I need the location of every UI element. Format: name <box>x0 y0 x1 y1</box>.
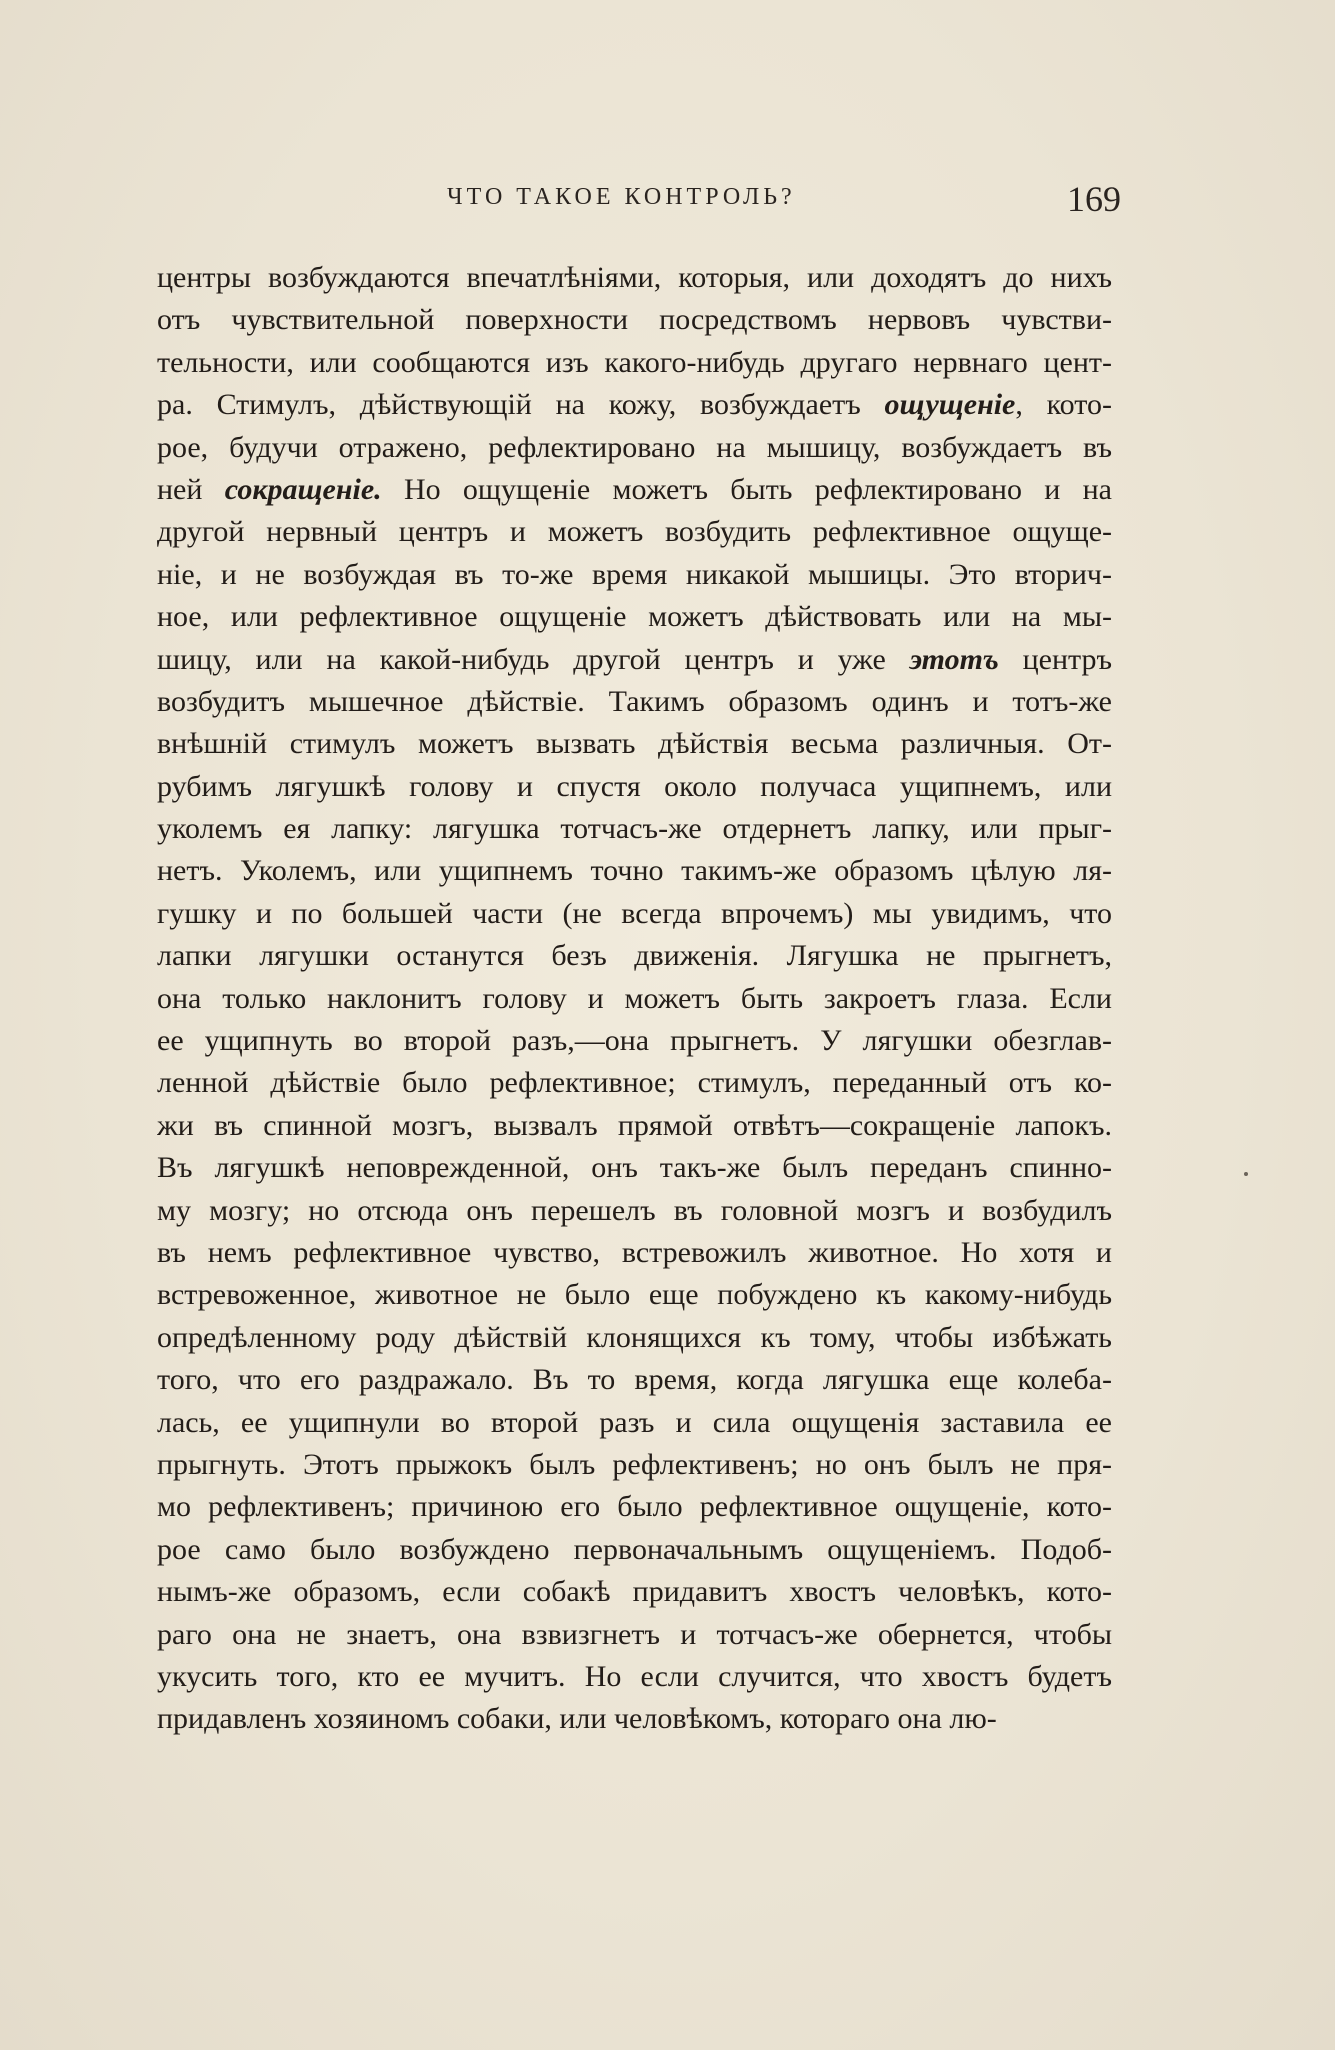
emphasized-text: ощущеніе <box>884 388 1016 422</box>
text-line <box>157 427 1112 469</box>
text-line <box>157 511 1112 553</box>
text-segment: нетъ. Уколемъ, или ущипнемъ точно такимъ-же образомъ цѣлую ля- <box>157 854 1112 888</box>
text-line <box>157 935 1112 977</box>
text-line <box>157 893 1112 935</box>
page-number: 169 <box>1067 179 1121 219</box>
text-segment: рое, будучи отражено, рефлектировано на мышицу, возбуждаетъ въ <box>157 430 1112 464</box>
text-line <box>157 1232 1112 1274</box>
text-segment: нымъ-же образомъ, если собакѣ придавитъ хвостъ человѣкъ, кото- <box>157 1575 1112 1609</box>
text-line <box>157 850 1112 892</box>
text-line <box>157 1359 1112 1401</box>
text-segment: опредѣленному роду дѣйствій клонящихся къ тому, чтобы избѣжать <box>157 1320 1112 1354</box>
text-segment: возбудитъ мышечное дѣйствіе. Такимъ образомъ одинъ и тотъ-же <box>157 684 1112 718</box>
text-segment: тельности, или сообщаются изъ какого-нибудь другаго нервнаго цент- <box>157 345 1112 379</box>
text-line <box>157 681 1112 723</box>
text-line <box>157 1274 1112 1316</box>
text-segment: гушку и по большей части (не всегда впрочемъ) мы увидимъ, что <box>157 896 1112 930</box>
text-line <box>157 1317 1112 1359</box>
text-segment: ленной дѣйствіе было рефлективное; стимулъ, переданный отъ ко- <box>157 1066 1112 1100</box>
text-segment: она только наклонитъ голову и можетъ быть закроетъ глаза. Если <box>157 981 1112 1015</box>
text-line <box>157 299 1112 341</box>
text-line <box>157 766 1112 808</box>
text-line <box>157 1571 1112 1613</box>
emphasized-text: сокращеніе. <box>224 472 382 506</box>
text-line <box>157 1062 1112 1104</box>
text-segment: въ немъ рефлективное чувство, встревожилъ животное. Но хотя и <box>157 1235 1112 1269</box>
text-line <box>157 1402 1112 1444</box>
body-text <box>157 257 1112 1741</box>
text-line <box>157 639 1112 681</box>
text-segment: Въ лягушкѣ неповрежденной, онъ такъ-же былъ переданъ спинно- <box>157 1151 1112 1185</box>
text-segment: , кото- <box>1015 388 1112 422</box>
text-line <box>157 1486 1112 1528</box>
text-segment: уколемъ ея лапку: лягушка тотчасъ-же отдернетъ лапку, или прыг- <box>157 812 1112 846</box>
text-segment: отъ чувствительной поверхности посредствомъ нервовъ чувстви- <box>157 303 1112 337</box>
text-line <box>157 1444 1112 1486</box>
text-segment: ніе, и не возбуждая въ то-же время никакой мышицы. Это вторич- <box>157 557 1112 591</box>
text-line <box>157 808 1112 850</box>
text-segment: жи въ спинной мозгъ, вызвалъ прямой отвѣтъ—сокращеніе лапокъ. <box>157 1108 1112 1142</box>
text-segment: мо рефлективенъ; причиною его было рефлективное ощущеніе, кото- <box>157 1490 1112 1524</box>
text-segment: ней <box>157 472 225 506</box>
text-line <box>157 1614 1112 1656</box>
text-segment: центры возбуждаются впечатлѣніями, которыя, или доходятъ до нихъ <box>157 261 1112 294</box>
margin-speck <box>1244 1172 1248 1176</box>
text-line <box>157 1105 1112 1147</box>
running-title: ЧТО ТАКОЕ КОНТРОЛЬ? <box>447 184 796 210</box>
text-segment: рубимъ лягушкѣ голову и спустя около получаса ущипнемъ, или <box>157 769 1112 803</box>
page-header <box>155 178 1125 218</box>
text-segment: центръ <box>998 642 1112 676</box>
text-segment: ра. Стимулъ, дѣйствующій на кожу, возбуждаетъ <box>157 388 885 422</box>
text-line <box>157 1698 1112 1740</box>
text-line <box>157 384 1112 426</box>
text-segment: рое само было возбуждено первоначальнымъ ощущеніемъ. Подоб- <box>157 1532 1112 1566</box>
text-segment: того, что его раздражало. Въ то время, когда лягушка еще колеба- <box>157 1363 1112 1397</box>
text-line <box>157 342 1112 384</box>
text-line <box>157 257 1112 299</box>
text-segment: раго она не знаетъ, она взвизгнетъ и тотчасъ-же обернется, чтобы <box>157 1617 1112 1651</box>
text-segment: встревоженное, животное не было еще побуждено къ какому-нибудь <box>157 1278 1112 1312</box>
text-segment: укусить того, кто ее мучитъ. Но если случится, что хвостъ будетъ <box>157 1659 1112 1693</box>
text-segment: другой нервный центръ и можетъ возбудить рефлективное ощуще- <box>157 515 1112 549</box>
text-line <box>157 596 1112 638</box>
text-segment: Но ощущеніе можетъ быть рефлектировано и на <box>381 472 1112 506</box>
text-line <box>157 1020 1112 1062</box>
text-segment: внѣшній стимулъ можетъ вызвать дѣйствія весьма различныя. От- <box>157 727 1112 761</box>
text-segment: ее ущипнуть во второй разъ,—она прыгнетъ. У лягушки обезглав- <box>157 1024 1112 1058</box>
text-line <box>157 1190 1112 1232</box>
text-segment: ное, или рефлективное ощущеніе можетъ дѣйствовать или на мы- <box>157 600 1112 634</box>
text-segment: прыгнуть. Этотъ прыжокъ былъ рефлективенъ; но онъ былъ не пря- <box>157 1447 1112 1481</box>
text-segment: лапки лягушки останутся безъ движенія. Лягушка не прыгнетъ, <box>157 939 1112 973</box>
text-segment: му мозгу; но отсюда онъ перешелъ въ головной мозгъ и возбудилъ <box>157 1193 1112 1227</box>
text-line <box>157 978 1112 1020</box>
text-segment: придавленъ хозяиномъ собаки, или человѣкомъ, котораго она лю- <box>157 1702 997 1736</box>
text-line <box>157 1656 1112 1698</box>
text-line <box>157 554 1112 596</box>
text-line <box>157 723 1112 765</box>
text-segment: шицу, или на какой-нибудь другой центръ и уже <box>157 642 910 676</box>
text-line <box>157 469 1112 511</box>
text-segment: лась, ее ущипнули во второй разъ и сила ощущенія заставила ее <box>157 1405 1112 1439</box>
text-line <box>157 1529 1112 1571</box>
text-line <box>157 1147 1112 1189</box>
emphasized-text: этотъ <box>909 642 999 676</box>
